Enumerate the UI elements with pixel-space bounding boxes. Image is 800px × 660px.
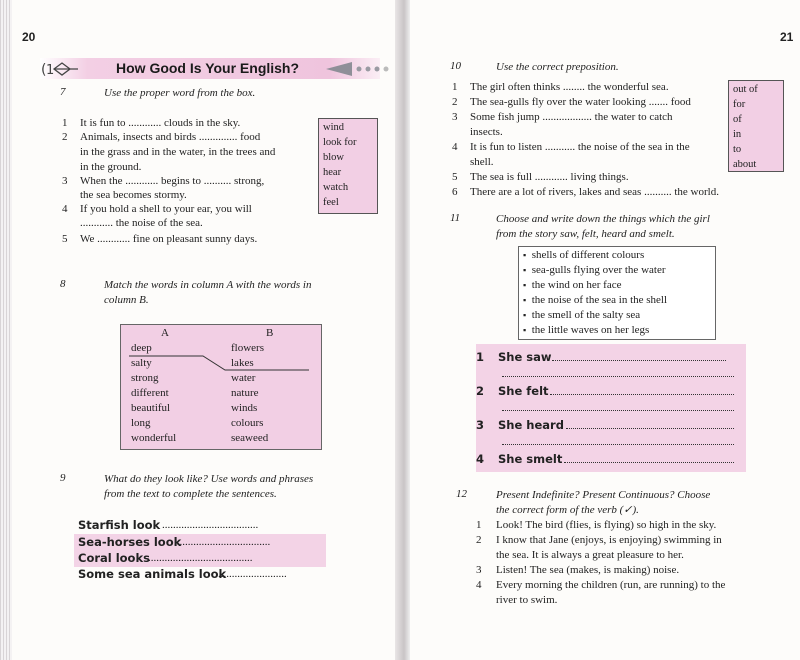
column-b-word: flowers xyxy=(231,342,264,354)
column-a-word: wonderful xyxy=(131,432,177,444)
column-a-word: long xyxy=(131,417,151,429)
item-number: 1 xyxy=(476,519,482,531)
item-number: 4 xyxy=(62,203,68,215)
item-number: 5 xyxy=(62,233,68,245)
tab-arrow-icon xyxy=(40,58,80,80)
box-word: wind xyxy=(323,122,344,133)
list-item: ▪ the little waves on her legs xyxy=(523,324,650,336)
item-text: in the grass and in the water, in the trees and xyxy=(80,146,276,158)
column-b-header: B xyxy=(266,327,274,339)
item-number: 2 xyxy=(476,534,482,546)
item-number: 1 xyxy=(452,81,458,93)
column-a-header: A xyxy=(161,327,169,339)
exercise-instruction: column B. xyxy=(104,294,149,306)
word-box xyxy=(728,80,784,172)
item-text: in the ground. xyxy=(80,161,142,173)
page-number: 20 xyxy=(22,30,36,44)
item-text: We ............ fine on pleasant sunny days. xyxy=(80,233,258,245)
answer-label: She smelt xyxy=(498,452,563,466)
list-item: ▪ sea-gulls flying over the water xyxy=(523,264,666,276)
item-number: 3 xyxy=(452,111,458,123)
exercise-instruction: Use the proper word from the box. xyxy=(104,87,256,99)
item-number: 3 xyxy=(62,175,68,187)
item-text: ............ the noise of the sea. xyxy=(80,217,203,229)
header-arrow-icon xyxy=(322,58,392,80)
item-text: the sea becomes stormy. xyxy=(80,189,187,201)
match-table xyxy=(120,324,322,450)
column-a-word: deep xyxy=(131,342,152,354)
answer-label: She felt xyxy=(498,384,549,398)
list-item-text: the noise of the sea in the shell xyxy=(531,294,668,306)
answer-label: Some sea animals look xyxy=(78,567,227,581)
item-text: When the ............ begins to .......... strong, xyxy=(80,175,265,187)
answer-blank[interactable] xyxy=(550,394,734,395)
box-word: hear xyxy=(323,167,342,178)
word-box xyxy=(318,118,378,214)
column-b-word: lakes xyxy=(231,357,254,369)
item-text: The sea is full ............ living things. xyxy=(470,171,629,183)
answer-label: She saw xyxy=(498,350,552,364)
column-a-word: beautiful xyxy=(131,402,171,414)
answer-label: Coral looks xyxy=(78,551,150,565)
answer-blank[interactable] xyxy=(502,444,734,445)
item-text: It is fun to listen ........... the noise of the sea in the xyxy=(470,141,690,153)
column-b-word: seaweed xyxy=(231,432,269,444)
things-list xyxy=(518,246,716,340)
exercise-instruction: Choose and write down the things which the girl xyxy=(496,213,710,225)
exercise-number: 12 xyxy=(456,488,467,500)
item-number: 4 xyxy=(452,141,458,153)
list-item: ▪ the smell of the salty sea xyxy=(523,309,641,321)
page-number: 21 xyxy=(780,30,794,44)
answer-blank[interactable] xyxy=(502,410,734,411)
answer-number: 3 xyxy=(476,418,485,432)
answer-label: She heard xyxy=(498,418,564,432)
item-text: I know that Jane (enjoys, is enjoying) swimming in xyxy=(496,534,722,546)
item-number: 4 xyxy=(476,579,482,591)
column-b-word: winds xyxy=(231,402,258,414)
box-word: blow xyxy=(323,152,344,163)
exercise-instruction: Present Indefinite? Present Continuous? Choose xyxy=(496,489,711,501)
item-text: The sea-gulls fly over the water looking ....... food xyxy=(470,96,691,108)
answer-blank[interactable]: ......................... xyxy=(218,568,287,580)
exercise-number: 7 xyxy=(60,86,66,98)
right-page xyxy=(410,0,800,660)
item-text: Some fish jump .................. the water to catch xyxy=(470,111,673,123)
exercise-instruction: from the text to complete the sentences. xyxy=(104,488,277,500)
exercise-instruction: from the story saw, felt, heard and smelt. xyxy=(496,228,675,240)
item-text: It is fun to ............ clouds in the sky. xyxy=(80,117,241,129)
column-a-word: salty xyxy=(131,357,152,369)
answer-blank[interactable] xyxy=(564,462,734,463)
answer-blank[interactable] xyxy=(502,376,734,377)
item-text: If you hold a shell to your ear, you will xyxy=(80,203,252,215)
item-text: shell. xyxy=(470,156,494,168)
list-item-text: the little waves on her legs xyxy=(531,324,650,336)
answer-blank[interactable] xyxy=(566,428,734,429)
item-text: Listen! The sea (makes, is making) noise. xyxy=(496,564,680,576)
column-b-word: nature xyxy=(231,387,259,399)
box-word: in xyxy=(733,129,742,140)
list-item-text: the smell of the salty sea xyxy=(531,309,641,321)
book-gutter xyxy=(395,0,410,660)
item-number: 2 xyxy=(452,96,458,108)
svg-text:1: 1 xyxy=(46,63,55,78)
answer-number: 2 xyxy=(476,384,485,398)
exercise-number: 8 xyxy=(60,278,66,290)
box-word: about xyxy=(733,159,757,170)
column-a-word: different xyxy=(131,387,169,399)
list-item-text: sea-gulls flying over the water xyxy=(531,264,666,276)
box-word: look for xyxy=(323,137,357,148)
item-number: 2 xyxy=(62,131,68,143)
list-item-text: the wind on her face xyxy=(531,279,622,291)
item-number: 6 xyxy=(452,186,458,198)
answer-number: 1 xyxy=(476,350,485,364)
item-text: Every morning the children (run, are running) to the xyxy=(496,579,726,591)
list-item: ▪ the wind on her face xyxy=(523,279,622,291)
list-item: ▪ the noise of the sea in the shell xyxy=(523,294,668,306)
svg-text:(: ( xyxy=(41,62,47,78)
exercise-instruction: the correct form of the verb (✓). xyxy=(496,504,639,516)
item-text: river to swim. xyxy=(496,594,558,606)
item-text: Animals, insects and birds .............. food xyxy=(80,131,261,143)
box-word: to xyxy=(733,144,742,155)
column-b-word: water xyxy=(231,372,256,384)
item-text: insects. xyxy=(470,126,503,138)
list-item-text: shells of different colours xyxy=(531,249,645,261)
page-title: How Good Is Your English? xyxy=(116,60,300,76)
item-number: 3 xyxy=(476,564,482,576)
exercise-number: 10 xyxy=(450,60,461,72)
answer-blank[interactable]: ................................... xyxy=(162,519,259,531)
box-word: feel xyxy=(323,197,339,208)
item-text: Look! The bird (flies, is flying) so high in the sky. xyxy=(496,519,717,531)
column-a-word: strong xyxy=(131,372,159,384)
item-text: The girl often thinks ........ the wonderful sea. xyxy=(470,81,669,93)
item-text: There are a lot of rivers, lakes and seas .......... the world. xyxy=(470,186,719,198)
exercise-instruction: Use the correct preposition. xyxy=(496,61,619,73)
exercise-number: 11 xyxy=(450,212,461,224)
list-item: ▪ shells of different colours xyxy=(523,249,645,261)
item-number: 5 xyxy=(452,171,458,183)
answer-label: Sea-horses look xyxy=(78,535,182,549)
exercise-instruction: What do they look like? Use words and phrases xyxy=(104,473,314,485)
answer-blank[interactable] xyxy=(552,360,726,361)
item-text: the sea. It is always a great pleasure to her. xyxy=(496,549,684,561)
item-number: 1 xyxy=(62,117,68,129)
page-edge xyxy=(0,0,12,660)
answer-number: 4 xyxy=(476,452,485,466)
box-word: of xyxy=(733,114,742,125)
exercise-number: 9 xyxy=(60,472,66,484)
box-word: watch xyxy=(323,182,349,193)
box-word: out of xyxy=(733,84,758,95)
answer-label: Starfish look xyxy=(78,518,161,532)
column-b-word: colours xyxy=(231,417,264,429)
box-word: for xyxy=(733,99,746,110)
answer-blank[interactable]: ...................................... xyxy=(148,552,253,564)
answer-blank[interactable]: ................................... xyxy=(174,536,271,548)
exercise-instruction: Match the words in column A with the words in xyxy=(104,279,312,291)
